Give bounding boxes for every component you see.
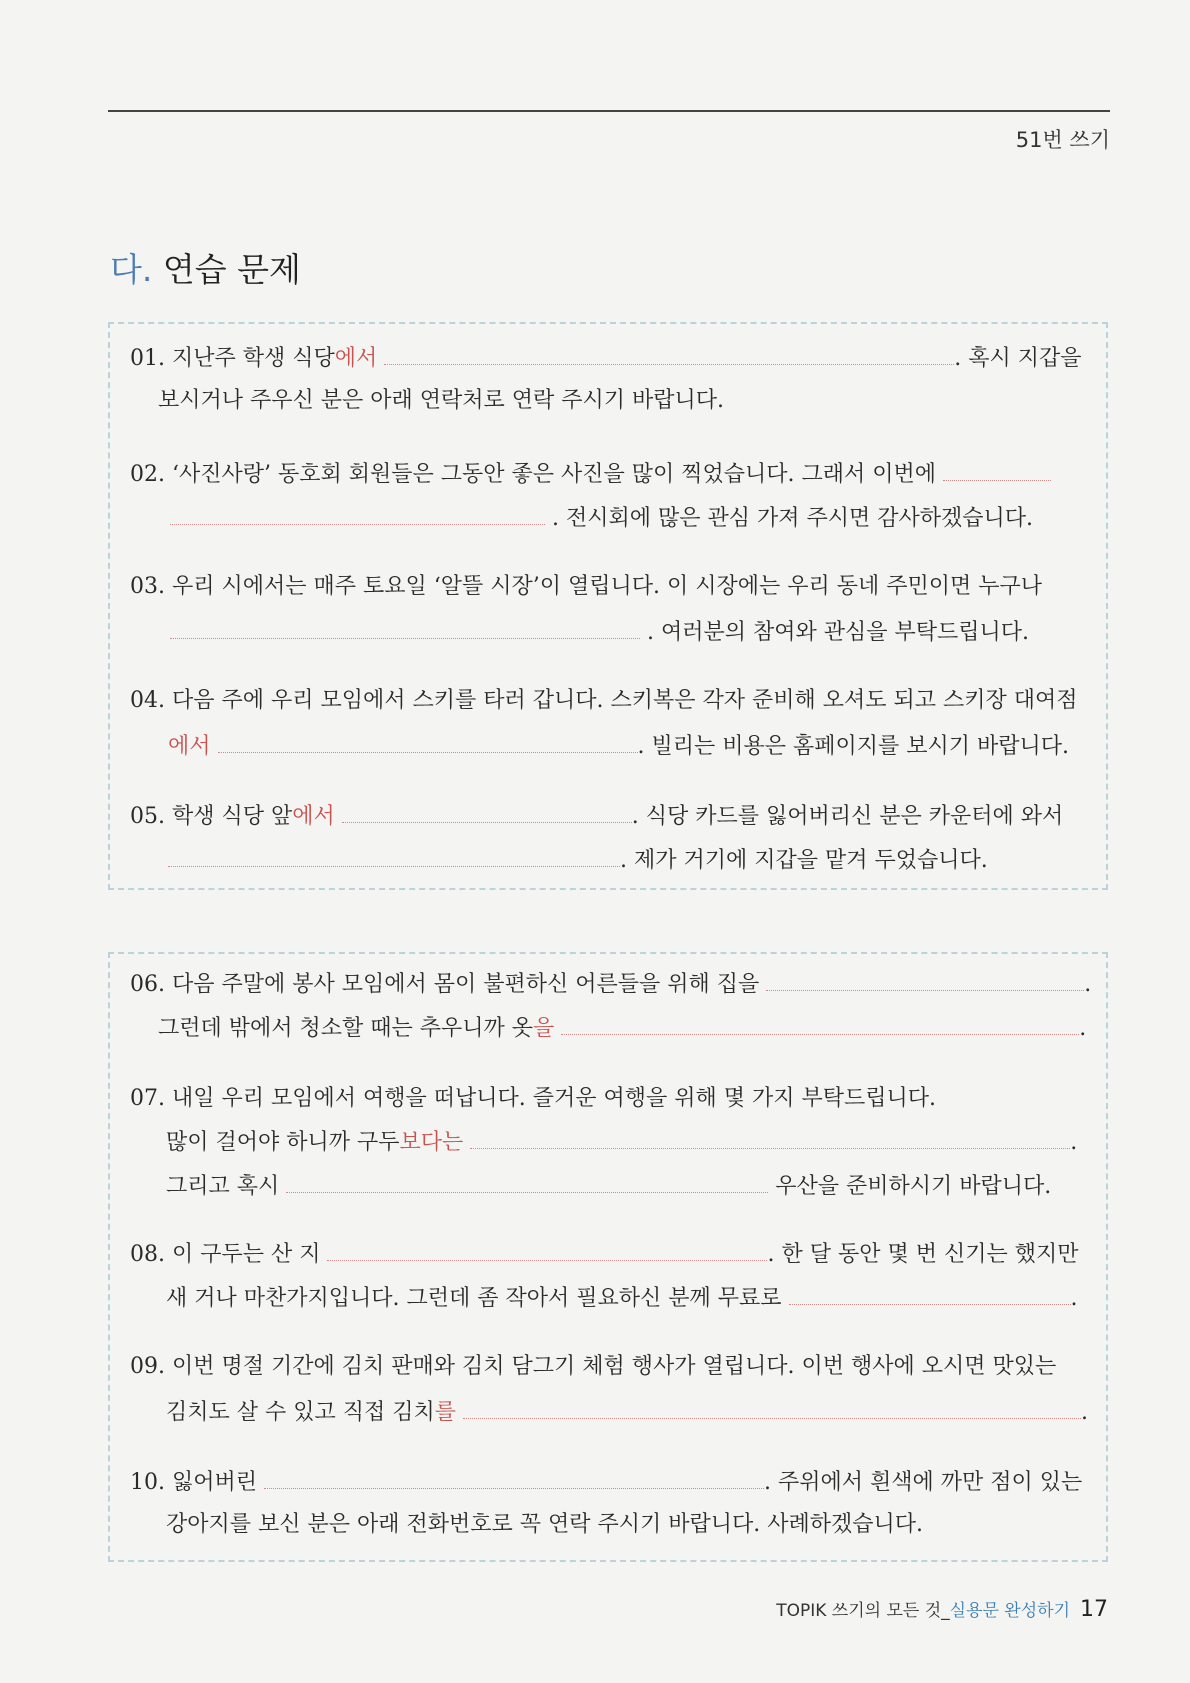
top-rule: [108, 110, 1110, 112]
page-title: [110, 244, 301, 291]
q06-line2: 그런데 밖에서 청소할 때는 추우니까 옷을 .: [158, 1012, 1086, 1044]
q08-line1: 08. 이 구두는 산 지 . 한 달 동안 몇 번 신기는 했지만: [130, 1238, 1078, 1270]
q06-line1: 06. 다음 주말에 봉사 모임에서 몸이 불편하신 어른들을 위해 집을 .: [130, 968, 1091, 1000]
q03-blank[interactable]: [170, 616, 640, 639]
footer-subtitle: 실용문 완성하기: [949, 1601, 1070, 1621]
q05-blank-2[interactable]: [168, 844, 620, 867]
q05-hint: 에서: [292, 804, 335, 829]
q08-blank-1[interactable]: [327, 1238, 767, 1261]
q07-blank-2[interactable]: [286, 1170, 768, 1193]
q07-blank-1[interactable]: [470, 1126, 1070, 1149]
q04-hint: 에서: [168, 734, 211, 759]
q09-blank[interactable]: [463, 1396, 1081, 1419]
q08-line2: 새 거나 마찬가지입니다. 그런데 좀 작아서 필요하신 분께 무료로 .: [166, 1282, 1078, 1314]
q10-blank[interactable]: [264, 1466, 764, 1489]
q09-line1: 09. 이번 명절 기간에 김치 판매와 김치 담그기 체험 행사가 열립니다. 이번 행사에 오시면 맛있는: [130, 1354, 1057, 1379]
q03-line1: 03. 우리 시에서는 매주 토요일 ‘알뜰 시장’이 열립니다. 이 시장에는 우리 동네 주민이면 누구나: [130, 574, 1042, 599]
q05-line2: . 제가 거기에 지갑을 맡겨 두었습니다.: [168, 844, 988, 876]
q01-line2: 보시거나 주우신 분은 아래 연락처로 연락 주시기 바랍니다.: [158, 388, 724, 413]
q09-hint: 를: [434, 1400, 457, 1425]
q10-line2: 강아지를 보신 분은 아래 전화번호로 꼭 연락 주시기 바랍니다. 사례하겠습니다.: [166, 1512, 923, 1537]
q01-blank[interactable]: [384, 342, 954, 365]
page-footer: [776, 1596, 1108, 1622]
q01-hint: 에서: [334, 346, 378, 371]
q02-blank-1[interactable]: [943, 458, 1051, 481]
q06-hint: 을: [533, 1016, 555, 1041]
title-text: 연습 문제: [152, 250, 301, 289]
q06-blank-1[interactable]: [766, 968, 1084, 991]
title-number: 다.: [110, 250, 153, 289]
q02-blank-2[interactable]: [170, 502, 545, 525]
page-number: 17: [1080, 1597, 1108, 1622]
q07-hint: 보다는: [399, 1130, 464, 1155]
q10-line1: 10. 잃어버린 . 주위에서 흰색에 까만 점이 있는: [130, 1466, 1082, 1498]
q03-line2: . 여러분의 참여와 관심을 부탁드립니다.: [170, 616, 1029, 648]
q06-blank-2[interactable]: [561, 1012, 1079, 1035]
q01-line1: 01. 지난주 학생 식당에서 . 혹시 지갑을: [130, 342, 1082, 374]
q02-line2: . 전시회에 많은 관심 가져 주시면 감사하겠습니다.: [170, 502, 1033, 534]
q05-blank-1[interactable]: [342, 800, 632, 823]
q02-line1: 02. ‘사진사랑’ 동호회 회원들은 그동안 좋은 사진을 많이 찍었습니다. 그래서 이번에: [130, 458, 1051, 490]
q04-line2: 에서 . 빌리는 비용은 홈페이지를 보시기 바랍니다.: [168, 730, 1069, 762]
section-label: 51번 쓰기: [1015, 128, 1110, 152]
footer-book-title: TOPIK 쓰기의 모든 것_: [776, 1601, 950, 1621]
q04-line1: 04. 다음 주에 우리 모임에서 스키를 타러 갑니다. 스키복은 각자 준비해 오셔도 되고 스키장 대여점: [130, 688, 1078, 713]
q05-line1: 05. 학생 식당 앞에서 . 식당 카드를 잃어버리신 분은 카운터에 와서: [130, 800, 1063, 832]
q07-line1: 07. 내일 우리 모임에서 여행을 떠납니다. 즐거운 여행을 위해 몇 가지 부탁드립니다.: [130, 1086, 936, 1111]
q07-line2: 많이 걸어야 하니까 구두보다는 .: [166, 1126, 1077, 1158]
q07-line3: 그리고 혹시 우산을 준비하시기 바랍니다.: [166, 1170, 1051, 1202]
q08-blank-2[interactable]: [789, 1282, 1071, 1305]
q09-line2: 김치도 살 수 있고 직접 김치를 .: [166, 1396, 1088, 1428]
q04-blank[interactable]: [218, 730, 638, 753]
